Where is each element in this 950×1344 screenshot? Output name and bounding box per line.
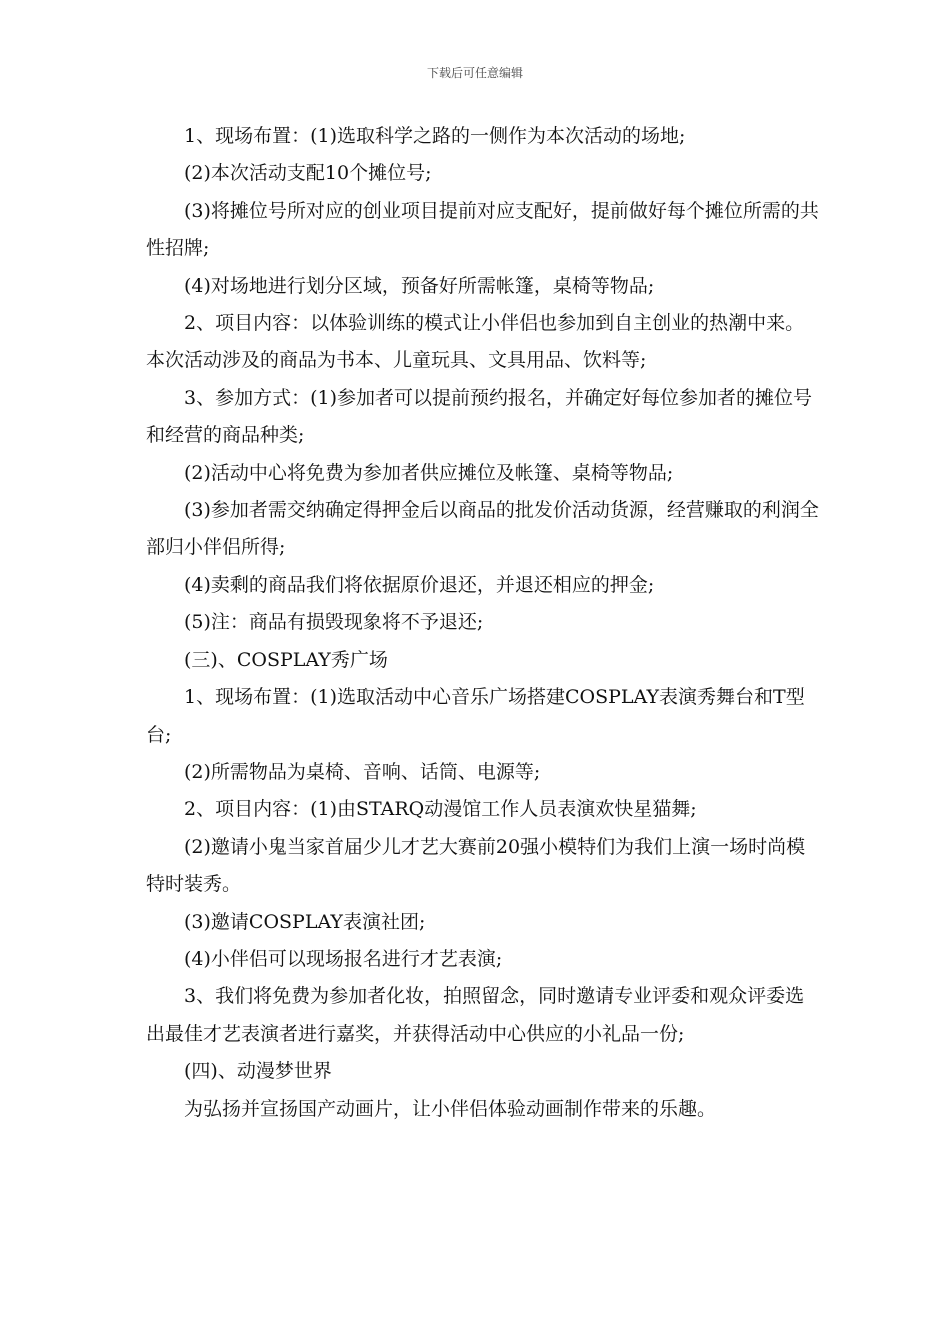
paragraph: (3)将摊位号所对应的创业项目提前对应支配好，提前做好每个摊位所需的共性招牌;	[146, 199, 819, 260]
paragraph: (3)参加者需交纳确定得押金后以商品的批发价活动货源，经营赚取的利润全部归小伴侣所得;	[146, 499, 819, 559]
paragraph: (2)活动中心将免费为参加者供应摊位及帐篷、桌椅等物品;	[184, 461, 674, 484]
paragraph: (2)所需物品为桌椅、音响、话筒、电源等;	[184, 760, 541, 783]
paragraph: 为弘扬并宣扬国产动画片，让小伴侣体验动画制作带来的乐趣。	[184, 1097, 717, 1120]
paragraph: 2、项目内容：以体验训练的模式让小伴侣也参加到自主创业的热潮中来。本次活动涉及的商品为书本、儿童玩具、文具用品、饮料等;	[146, 312, 805, 372]
paragraph: 2、项目内容：(1)由STARQ动漫馆工作人员表演欢快星猫舞;	[184, 798, 697, 821]
paragraph: (2)本次活动支配10个摊位号;	[184, 162, 432, 185]
paragraph: (4)卖剩的商品我们将依据原价退还，并退还相应的押金;	[184, 573, 655, 596]
paragraph: (4)小伴侣可以现场报名进行才艺表演;	[184, 947, 503, 970]
paragraph: 1、现场布置：(1)选取活动中心音乐广场搭建COSPLAY表演秀舞台和T型台;	[146, 686, 805, 746]
paragraph: (4)对场地进行划分区域，预备好所需帐篷，桌椅等物品;	[184, 274, 655, 297]
paragraph: 1、现场布置：(1)选取科学之路的一侧作为本次活动的场地;	[184, 125, 686, 147]
page-header: 下载后可任意编辑	[426, 66, 523, 80]
section-heading: (四)、动漫梦世界	[184, 1060, 332, 1083]
paragraph: 3、我们将免费为参加者化妆，拍照留念，同时邀请专业评委和观众评委选出最佳才艺表演者进行嘉奖，并获得活动中心供应的小礼品一份;	[146, 985, 805, 1045]
paragraph: (2)邀请小鬼当家首届少儿才艺大赛前20强小模特们为我们上演一场时尚模特时装秀。	[146, 835, 806, 896]
document-body	[146, 118, 822, 1128]
section-heading: (三)、COSPLAY秀广场	[184, 648, 388, 671]
paragraph: (5)注：商品有损毁现象将不予退还;	[184, 611, 484, 634]
paragraph: 3、参加方式：(1)参加者可以提前预约报名，并确定好每位参加者的摊位号和经营的商品种类;	[146, 386, 813, 447]
paragraph: (3)邀请COSPLAY表演社团;	[184, 910, 426, 933]
